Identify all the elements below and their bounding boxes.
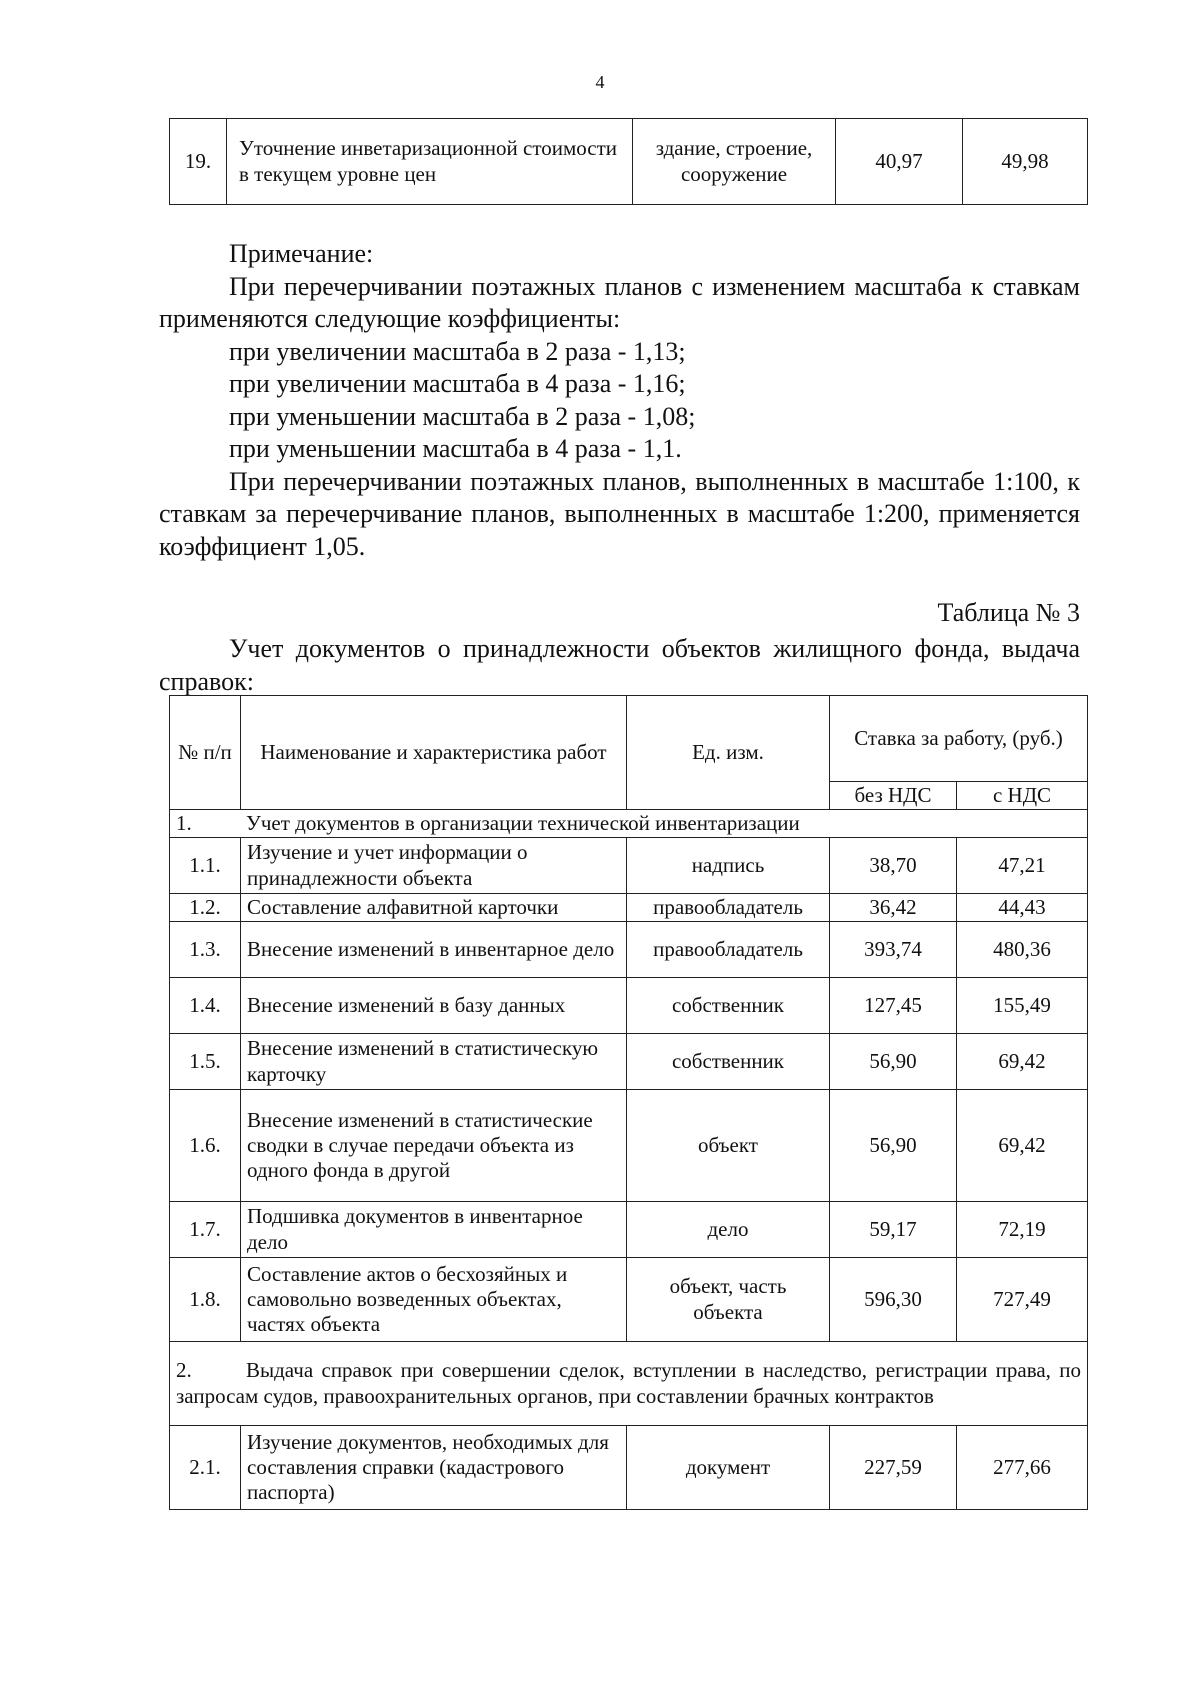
continued-table xyxy=(169,118,1088,205)
header-rate: Ставка за работу, (руб.) xyxy=(830,696,1088,782)
row-price-with-vat: 72,19 xyxy=(957,1202,1088,1258)
table-label: Таблица № 3 xyxy=(937,598,1080,627)
note-item: при увеличении масштаба в 2 раза - 1,13; xyxy=(229,336,686,366)
row-price-no-vat: 393,74 xyxy=(830,922,957,978)
section-title: Учет документов в организации технической инвентаризации xyxy=(246,810,800,835)
row-price-with-vat: 480,36 xyxy=(957,922,1088,978)
row-price-with-vat: 69,42 xyxy=(957,1090,1088,1202)
row-unit: собственник xyxy=(627,1034,830,1090)
note-item: при увеличении масштаба в 4 раза - 1,16; xyxy=(229,369,686,398)
row-name: Уточнение инветаризационной стоимости в текущем уровне цен xyxy=(227,119,633,205)
row-unit: объект xyxy=(627,1090,830,1202)
table-row xyxy=(170,1090,1088,1202)
section-number: 2. xyxy=(176,1358,192,1383)
note-item: при уменьшении масштаба в 4 раза - 1,1. xyxy=(229,434,682,463)
table-heading: Учет документов о принадлежности объектов жилищного фонда, выдача справок: xyxy=(159,634,1080,696)
row-price-with-vat: 44,43 xyxy=(957,894,1088,922)
row-name: Составление актов о бесхозяйных и самовольно возведенных объектах, частях объекта xyxy=(241,1258,627,1342)
row-unit: правообладатель xyxy=(627,922,830,978)
row-number: 19. xyxy=(170,119,227,205)
header-no-vat: без НДС xyxy=(830,782,957,810)
note-title: Примечание: xyxy=(229,239,374,268)
row-price-no-vat: 40,97 xyxy=(836,119,963,205)
table-row xyxy=(170,838,1088,894)
table-row xyxy=(170,119,1088,205)
table-row xyxy=(170,1426,1088,1510)
row-name: Изучение и учет информации о принадлежности объекта xyxy=(241,838,627,894)
row-price-with-vat: 49,98 xyxy=(963,119,1088,205)
row-price-with-vat: 277,66 xyxy=(957,1426,1088,1510)
row-name: Внесение изменений в статистическую карточку xyxy=(241,1034,627,1090)
table-row xyxy=(170,1034,1088,1090)
table-row xyxy=(170,1258,1088,1342)
row-price-no-vat: 127,45 xyxy=(830,978,957,1034)
row-price-with-vat: 69,42 xyxy=(957,1034,1088,1090)
row-name: Изучение документов, необходимых для составления справки (кадастрового паспорта) xyxy=(241,1426,627,1510)
row-number: 1.8. xyxy=(170,1258,241,1342)
row-price-no-vat: 36,42 xyxy=(830,894,957,922)
row-name: Составление алфавитной карточки xyxy=(241,894,627,922)
row-name: Внесение изменений в инвентарное дело xyxy=(241,922,627,978)
row-price-with-vat: 727,49 xyxy=(957,1258,1088,1342)
row-price-no-vat: 596,30 xyxy=(830,1258,957,1342)
row-price-with-vat: 155,49 xyxy=(957,978,1088,1034)
row-price-no-vat: 59,17 xyxy=(830,1202,957,1258)
row-unit: правообладатель xyxy=(627,894,830,922)
row-number: 1.3. xyxy=(170,922,241,978)
section-row xyxy=(170,810,1088,838)
row-number: 1.5. xyxy=(170,1034,241,1090)
header-unit: Ед. изм. xyxy=(627,696,830,810)
row-name: Внесение изменений в базу данных xyxy=(241,978,627,1034)
row-name: Подшивка документов в инвентарное дело xyxy=(241,1202,627,1258)
rates-table xyxy=(169,695,1088,1510)
row-unit: надпись xyxy=(627,838,830,894)
row-name: Внесение изменений в статистические сводки в случае передачи объекта из одного фонда в другой xyxy=(241,1090,627,1202)
row-unit: объект, часть объекта xyxy=(627,1258,830,1342)
row-number: 1.1. xyxy=(170,838,241,894)
table-row xyxy=(170,1202,1088,1258)
table-row xyxy=(170,894,1088,922)
row-number: 1.4. xyxy=(170,978,241,1034)
row-unit: здание, строение, сооружение xyxy=(633,119,836,205)
row-unit: собственник xyxy=(627,978,830,1034)
section-number: 1. xyxy=(176,810,192,835)
row-unit: документ xyxy=(627,1426,830,1510)
row-price-no-vat: 56,90 xyxy=(830,1090,957,1202)
header-num: № п/п xyxy=(170,696,241,810)
row-price-no-vat: 38,70 xyxy=(830,838,957,894)
section-title: Выдача справок при совершении сделок, вступлении в наследство, регистрации права, по запросам судов, правоохранительных органов, при составлении брачных контрактов xyxy=(176,1358,1081,1408)
row-price-no-vat: 227,59 xyxy=(830,1426,957,1510)
page-number: 4 xyxy=(595,72,605,92)
note-item: при уменьшении масштаба в 2 раза - 1,08; xyxy=(229,401,696,431)
section-row xyxy=(170,1342,1088,1426)
note-paragraph: При перечерчивании поэтажных планов, выполненных в масштабе 1:100, к ставкам за перечерчивание планов, выполненных в масштабе 1:200, применяется коэффициент 1,05. xyxy=(159,466,1080,561)
note-paragraph: При перечерчивании поэтажных планов с изменением масштаба к ставкам применяются следующие коэффициенты: xyxy=(159,271,1080,333)
row-number: 1.7. xyxy=(170,1202,241,1258)
row-number: 1.6. xyxy=(170,1090,241,1202)
table-row xyxy=(170,922,1088,978)
row-number: 1.2. xyxy=(170,894,241,922)
row-price-with-vat: 47,21 xyxy=(957,838,1088,894)
table-row xyxy=(170,978,1088,1034)
header-row xyxy=(170,696,1088,782)
row-price-no-vat: 56,90 xyxy=(830,1034,957,1090)
header-name: Наименование и характеристика работ xyxy=(241,696,627,810)
header-with-vat: с НДС xyxy=(957,782,1088,810)
row-unit: дело xyxy=(627,1202,830,1258)
note-block xyxy=(159,238,1080,563)
row-number: 2.1. xyxy=(170,1426,241,1510)
